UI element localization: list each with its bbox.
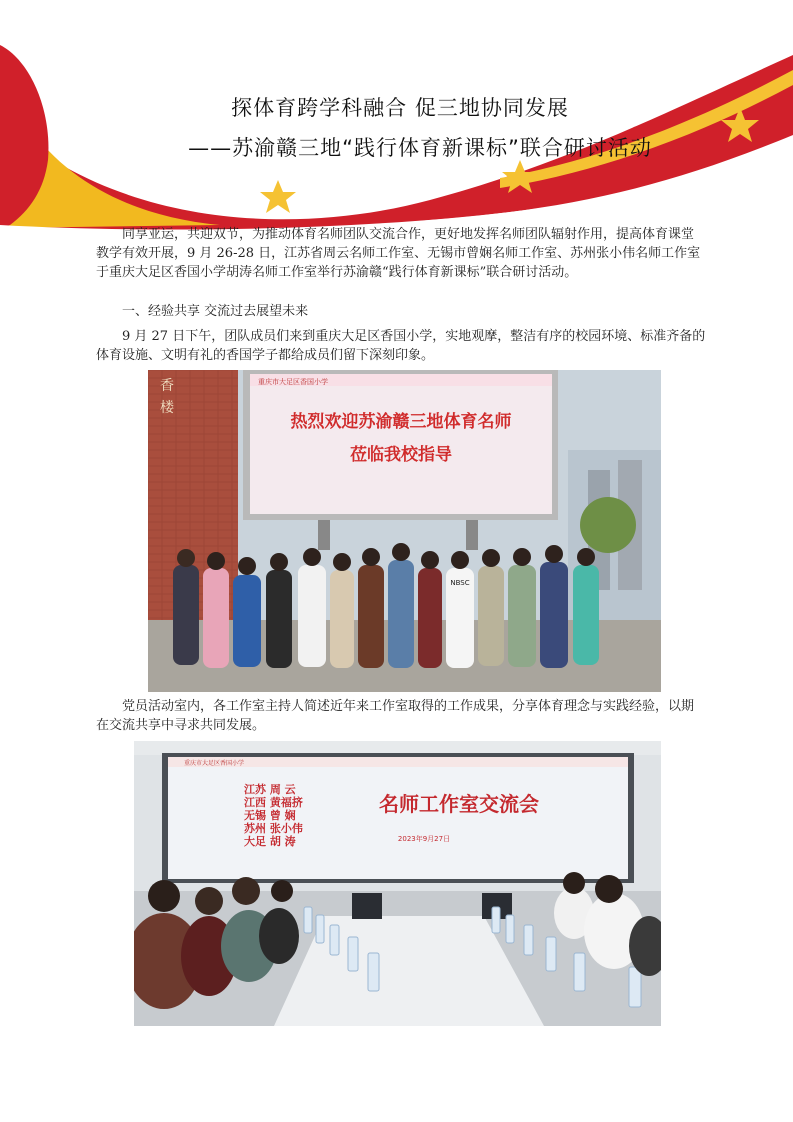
- section-paragraph: 9 月 27 日下午，团队成员们来到重庆大足区香国小学，实地观摩，整洁有序的校园环境、标准齐备的体育设施、文明有礼的香国学子都给成员们留下深刻印象。: [96, 329, 706, 363]
- presenter-name: 江西 黄福挤: [244, 796, 303, 809]
- presentation-screen: [168, 757, 628, 879]
- presenter-name: 江苏 周 云: [244, 783, 296, 796]
- led-screen: [250, 374, 552, 514]
- intro-paragraph: 同享亚运，共迎双节，为推动体育名师团队交流合作，更好地发挥名师团队辐射作用，提高体育课堂教学有效开展，9 月 26-28 日，江苏省周云名师工作室、无锡市曾娴名师工作室、苏州张小伟名师工作室于重庆大足区香国小学胡涛名师工作室举行苏渝赣“践行体育新课标”联合研讨活动。: [96, 227, 701, 280]
- shirt-text: NBSC: [450, 579, 470, 587]
- group-photo: [148, 370, 661, 692]
- meeting-photo: [134, 741, 661, 1026]
- meeting-paragraph: 党员活动室内，各工作室主持人简述近年来工作室取得的工作成果，分享体育理念与实践经验，以期在交流共享中寻求共同发展。: [96, 699, 695, 733]
- star-icon: [260, 180, 296, 213]
- meeting-title: 名师工作室交流会: [379, 792, 539, 816]
- presenter-name: 大足 胡 涛: [244, 835, 296, 848]
- welcome-sign-line1: 热烈欢迎苏渝赣三地体育名师: [290, 412, 512, 432]
- meeting-date: 2023年9月27日: [397, 835, 451, 843]
- school-name: 重庆市大足区香国小学: [258, 378, 328, 386]
- page-subtitle: ——苏渝赣三地“践行体育新课标”联合研讨活动: [188, 136, 652, 160]
- welcome-sign-line2: 莅临我校指导: [350, 445, 452, 465]
- presenter-name: 苏州 张小伟: [244, 822, 303, 835]
- building-char: 楼: [160, 400, 174, 416]
- page-title: 探体育跨学科融合 促三地协同发展: [231, 96, 569, 120]
- presenter-name: 无锡 曾 娴: [244, 809, 296, 822]
- section-heading: 一、经验共享 交流过去展望未来: [122, 304, 309, 319]
- building-char: 香: [160, 378, 174, 394]
- screen-header-text: 重庆市大足区香国小学: [184, 760, 245, 767]
